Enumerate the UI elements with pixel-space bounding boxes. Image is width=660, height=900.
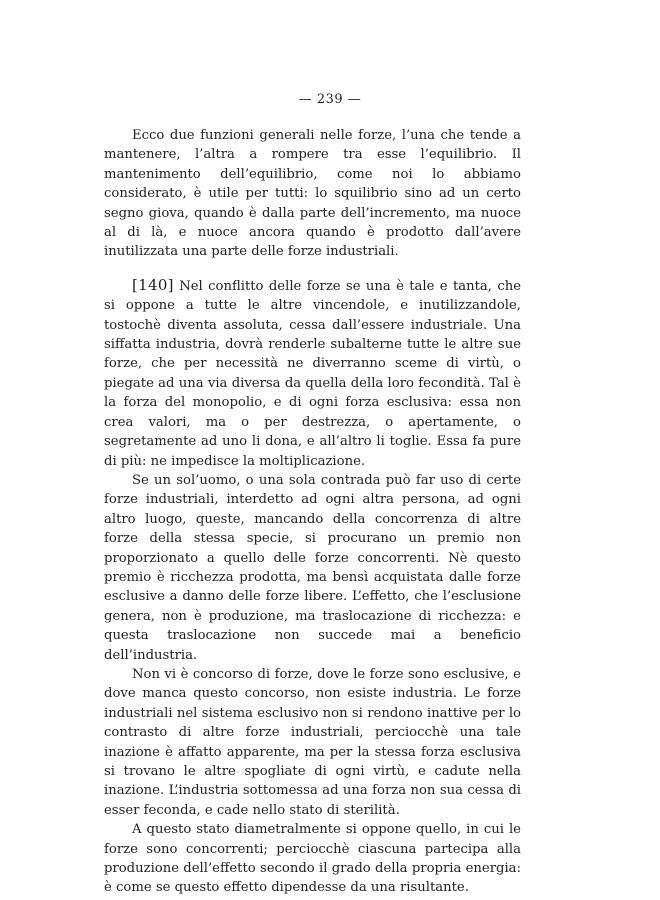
page-number: — 239 — bbox=[298, 92, 362, 107]
section-number: [140] bbox=[132, 275, 174, 294]
paragraph: Se un sol’uomo, o una sola contrada può far uso di certe forze industriali, interdetto ad ogni altra persona, ad ogni altro luogo, queste, mancando della concorrenza di altre forze della stessa specie, si procurano un premio non proporzionato a quello delle forze concorrenti. Nè questo premio è ricchezza prodotta, ma bensì acquistata dalle forze esclusive a danno delle forze libere. L’effetto, che l’esclusione genera, non è produzione, ma traslocazione di ricchezza: e questa traslocazione non succede mai a beneficio dell’industria. bbox=[104, 472, 521, 663]
paragraph: A questo stato diametralmente si oppone quello, in cui le forze sono concorrenti; perciocchè ciascuna partecipa alla produzione dell’effetto secondo il grado della propria energia: è come se questo effetto dipendesse da una risultante. bbox=[104, 822, 521, 896]
paragraph-numbered bbox=[104, 276, 521, 471]
paragraph: Non vi è concorso di forze, dove le forze sono esclusive, e dove manca questo concorso, non esiste industria. Le forze industriali nel sistema esclusivo non si rendono inattive per lo contrasto di altre forze industriali, perciocchè una tale inazione è affatto apparente, ma per la stessa forza esclusiva si trovano le altre spogliate di ogni virtù, e cadute nella inazione. L’industria sottomessa ad una forza non sua cessa di esser feconda, e cade nello stato di sterilità. bbox=[104, 666, 521, 818]
paragraph: Ecco due funzioni generali nelle forze, l’una che tende a mantenere, l’altra a rompere tra esse l’equilibrio. Il mantenimento dell’equilibrio, come noi lo abbiamo considerato, è utile per tutti: lo squilibrio sino ad un certo segno giova, quando è dalla parte dell’incremento, ma nuoce al di là, e nuoce ancora quando è prodotto dall’avere inutilizzata una parte delle forze industriali. bbox=[104, 128, 521, 260]
body-text bbox=[104, 126, 521, 898]
paragraph-text: Nel conflitto delle forze se una è tale e tanta, che si oppone a tutte le altre vincendole, e inutilizzandole, tostochè diventa assoluta, cessa dall’essere industriale. Una siffatta industria, dovrà renderle subalterne tutte le altre sue forze, che per necessità ne diverranno sceme di virtù, o piegate ad una via diversa da quella della loro fecondità. Tal è la forza del monopolio, e di ogni forza esclusiva: essa non crea valori, ma o per destrezza, o apertamente, o segretamente ad uno li dona, e all’altro li toglie. Essa fa pure di più: ne impedisce la moltiplicazione. bbox=[104, 278, 521, 469]
